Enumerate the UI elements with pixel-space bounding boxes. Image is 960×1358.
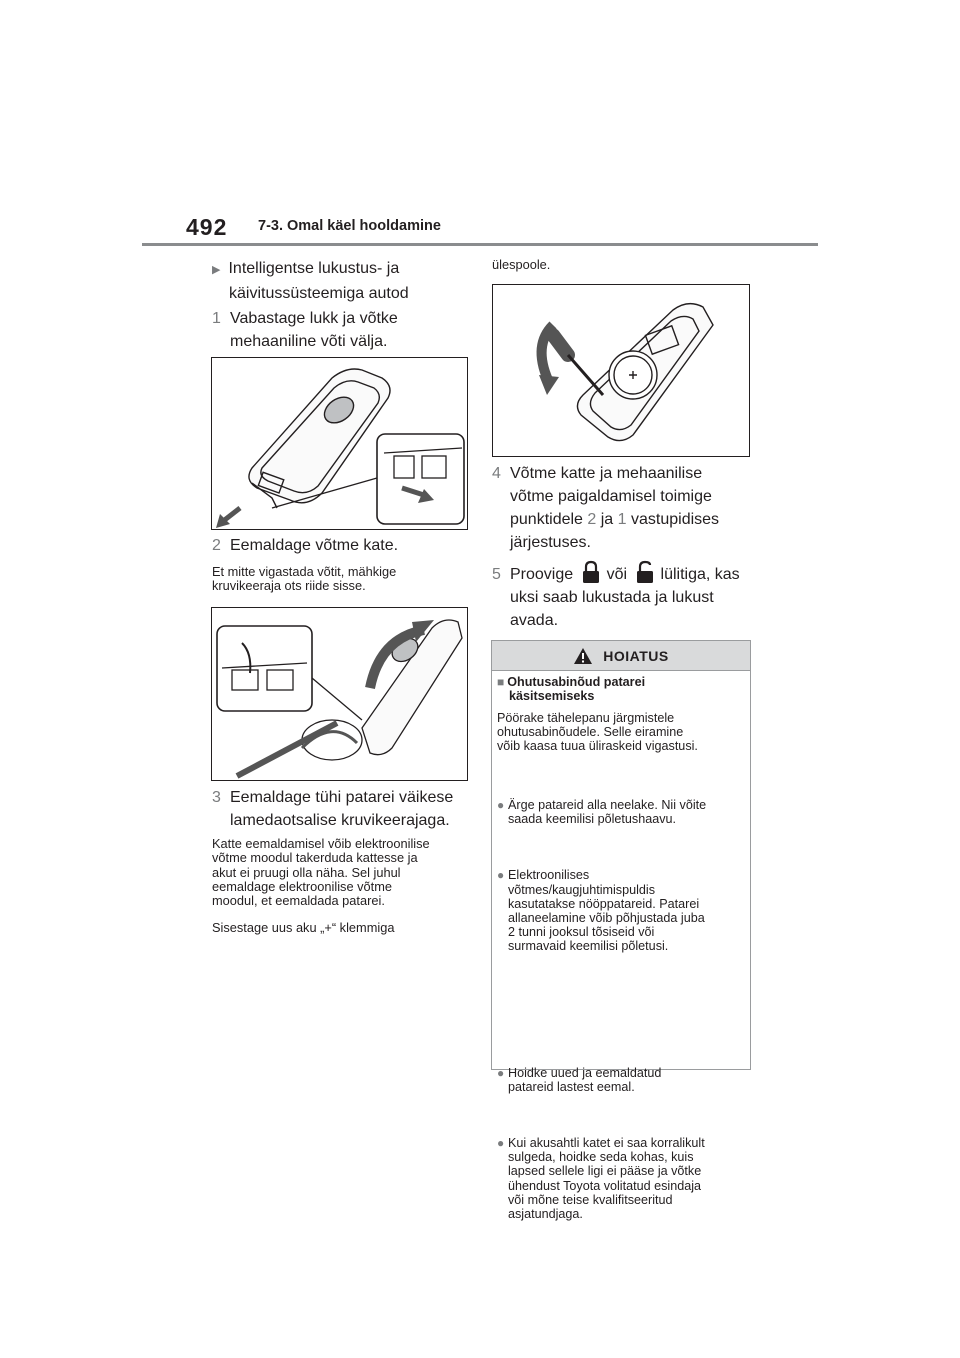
- warning-box: [491, 640, 751, 1222]
- step-2-note-line-2: kruvikeeraja ots riide sisse.: [212, 578, 366, 594]
- lock-icon: [581, 560, 601, 584]
- warning-bullet-line: lapsed sellele ligi ei pääse ja võtke: [508, 1164, 702, 1179]
- warning-bullet-3: [497, 1066, 756, 1094]
- warning-header: [492, 641, 750, 671]
- warning-bullet-line: surmavaid keemilisi põletusi.: [508, 939, 669, 954]
- upward-text: ülespoole.: [492, 257, 551, 272]
- step-5-line-2: uksi saab lukustada ja lukust: [510, 589, 714, 606]
- step-2-note: [212, 565, 472, 594]
- step-5-line-3: avada.: [510, 612, 559, 629]
- warning-bullet-line: Ärge patareid alla neelake. Nii võite: [508, 798, 707, 812]
- step-4-number: 4: [492, 465, 501, 482]
- step-5-text-c: lülitiga, kas: [660, 566, 740, 583]
- step-5-text-b: või: [606, 566, 628, 583]
- step-5-text-a: Proovige: [510, 566, 574, 583]
- warning-bullet-line: 2 tunni jooksul tõsiseid või: [508, 925, 655, 940]
- warning-triangle-icon: [573, 647, 593, 665]
- bullet-dot-icon: ●: [497, 1136, 505, 1151]
- warning-bullet-line: sulgeda, hoidke seda kohas, kuis: [508, 1150, 694, 1165]
- header-rule: [142, 243, 818, 246]
- warning-bullet-1: [497, 798, 756, 826]
- step-1: [212, 307, 472, 353]
- step-2: [212, 534, 472, 557]
- warning-intro-line: võib kaasa tuua üliraskeid vigastusi.: [497, 739, 698, 754]
- warning-bullet-line: kasutatakse nööppatareid. Patarei: [508, 896, 700, 911]
- unlock-icon: [635, 560, 655, 584]
- figure-remove-mechanical-key: [211, 357, 468, 530]
- warning-intro-line: ohutusabinõudele. Selle eiramine: [497, 725, 684, 740]
- warning-bullet-line: saada keemilisi põletushaavu.: [508, 812, 677, 827]
- figure-battery-replacement: [492, 284, 750, 457]
- step-4-line-1: Võtme katte ja mehaanilise: [510, 465, 703, 482]
- step-5-number: 5: [492, 566, 501, 583]
- section-title: 7-3. Omal käel hooldamine: [258, 218, 441, 234]
- warning-subtitle-line-1: Ohutusabinõud patarei: [507, 675, 646, 689]
- warning-bullet-line: Elektroonilises: [508, 868, 590, 883]
- step-1-line-2: mehaaniline võti välja.: [230, 333, 388, 350]
- warning-bullet-line: Hoidke uued ja eemaldatud: [508, 1065, 662, 1080]
- step-3-note-line: võtme moodul takerduda kattesse ja: [212, 850, 418, 866]
- step-3-note: [212, 837, 472, 908]
- key-fob-illustration-1: [212, 358, 467, 529]
- step-2-text: Eemaldage võtme kate.: [230, 537, 399, 554]
- warning-intro-line: Pöörake tähelepanu järgmistele: [497, 711, 675, 725]
- step-1-line-1: Vabastage lukk ja võtke: [230, 310, 398, 327]
- figure-remove-cover: [211, 607, 468, 781]
- step-3-note-line: moodul, et eemaldada patarei.: [212, 893, 385, 909]
- step-3-number: 3: [212, 789, 221, 806]
- step-3: [212, 786, 472, 832]
- step-4-line-4: järjestuses.: [510, 534, 591, 551]
- insert-battery-line: Sisestage uus aku „+“ klemmiga: [212, 920, 395, 935]
- warning-bullet-line: ühendust Toyota volitatud esindaja: [508, 1178, 702, 1193]
- warning-bullet-line: võtmes/kaugjuhtimispuldis: [508, 882, 655, 897]
- square-bullet-icon: ■: [497, 675, 505, 689]
- subheading: [212, 257, 472, 305]
- warning-subtitle: [497, 675, 745, 703]
- warning-bullet-line: patareid lastest eemal.: [508, 1079, 635, 1094]
- step-4-line-2: võtme paigaldamisel toimige: [510, 488, 712, 505]
- subheading-line-2: käivitussüsteemiga autod: [229, 285, 409, 302]
- subheading-line-1: Intelligentse lukustus- ja: [228, 260, 400, 277]
- triangle-bullet-icon: ▶: [212, 264, 221, 276]
- warning-subtitle-line-2: käsitsemiseks: [509, 689, 595, 704]
- step-2-number: 2: [212, 537, 221, 554]
- step-3-line-1: Eemaldage tühi patarei väikese: [230, 789, 454, 806]
- step-3-line-2: lamedaotsalise kruvikeerajaga.: [230, 812, 450, 829]
- step-ref-1: 1: [617, 511, 627, 528]
- bullet-dot-icon: ●: [497, 868, 505, 883]
- step-ref-2: 2: [587, 511, 597, 528]
- page-number: 492: [186, 214, 228, 240]
- warning-bullet-line: Kui akusahtli katet ei saa korralikult: [508, 1136, 705, 1151]
- warning-bullet-line: või mõne teise kvalifitseeritud: [508, 1192, 673, 1207]
- step-3-note-line: eemaldage elektroonilise võtme: [212, 878, 392, 894]
- warning-bullet-line: allaneelamine võib põhjustada juba: [508, 911, 705, 926]
- bullet-dot-icon: ●: [497, 1065, 505, 1080]
- bullet-dot-icon: ●: [497, 798, 505, 812]
- warning-bullet-2: [497, 868, 756, 953]
- step-4-line-3b: ja: [596, 511, 618, 528]
- step-4: [492, 462, 752, 554]
- step-3-note-line: akut ei pruugi olla näha. Sel juhul: [212, 864, 401, 880]
- warning-intro: [497, 711, 745, 754]
- key-fob-illustration-2: [212, 608, 467, 780]
- battery-illustration: [493, 285, 749, 456]
- step-1-number: 1: [212, 310, 221, 327]
- step-3-note-line: Katte eemaldamisel võib elektroonilise: [212, 836, 430, 851]
- step-2-note-line-1: Et mitte vigastada võtit, mähkige: [212, 564, 397, 579]
- warning-bullet-line: asjatundjaga.: [508, 1207, 583, 1222]
- warning-bullet-4: [497, 1136, 756, 1221]
- warning-title: HOIATUS: [603, 647, 669, 664]
- step-4-line-3c: vastupidises: [626, 511, 720, 528]
- step-4-line-3a: punktidele: [510, 511, 588, 528]
- step-5: [492, 560, 754, 632]
